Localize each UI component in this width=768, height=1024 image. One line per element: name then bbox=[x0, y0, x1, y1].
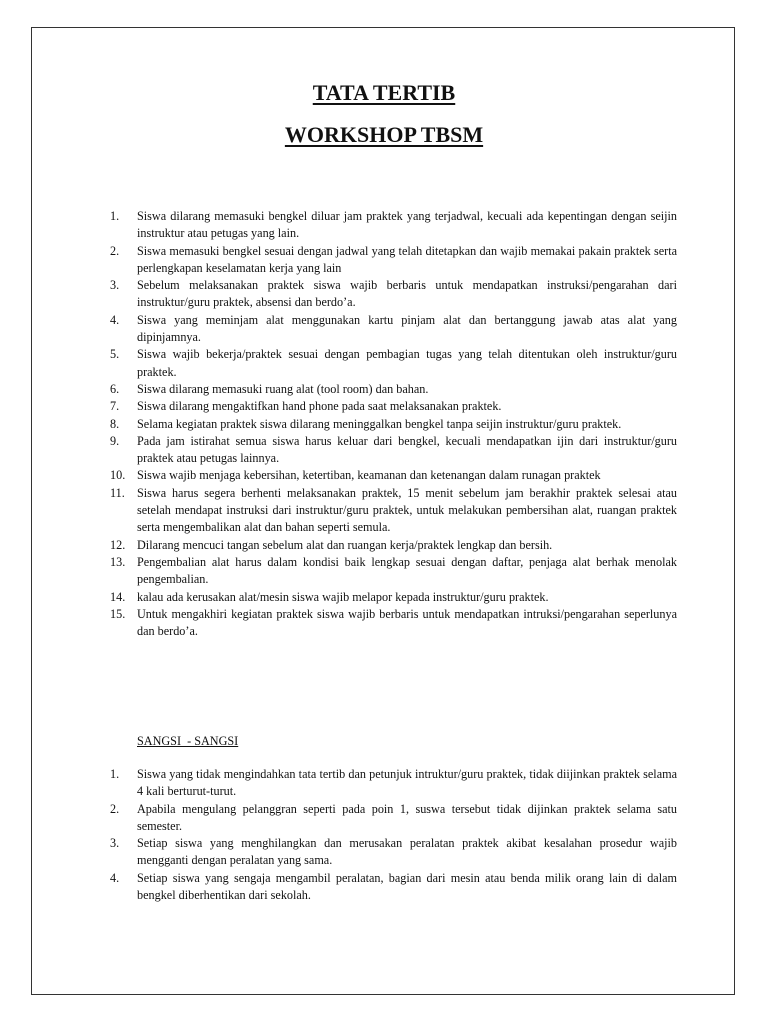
rule-text: Siswa wajib bekerja/praktek sesuai dengan pembagian tugas yang telah ditentukan oleh instruktur/guru praktek. bbox=[137, 347, 677, 379]
rule-text: Pengembalian alat harus dalam kondisi baik lengkap sesuai dengan daftar, penjaga alat berhak menolak pengembalian. bbox=[137, 554, 677, 587]
sangsi-item bbox=[110, 870, 677, 905]
rule-text: Siswa harus segera berhenti melaksanakan praktek, 15 menit sebelum jam berakhir praktek selesai atau setelah mendapat instruksi dari instruktur/guru praktek, untuk melakukan pembersihan alat, ruangan praktek serta mengembalikan alat dan bahan seperti semula. bbox=[137, 485, 677, 535]
rule-item bbox=[110, 208, 677, 243]
rule-item bbox=[110, 433, 677, 468]
sangsi-text: Setiap siswa yang menghilangkan dan merusakan peralatan praktek akibat kesalahan prosedur wajib mengganti dengan peralatan yang sama. bbox=[137, 836, 677, 868]
sangsi-text: Apabila mengulang pelanggran seperti pada poin 1, suswa tersebut tidak dijinkan praktek selama satu semester. bbox=[137, 801, 677, 833]
sangsi-number: 3. bbox=[110, 836, 120, 851]
rule-text: Siswa wajib menjaga kebersihan, ketertiban, keamanan dan ketenangan dalam runagan praktek bbox=[137, 468, 601, 483]
rule-item bbox=[110, 381, 677, 398]
rule-number: 13. bbox=[110, 554, 126, 569]
rule-item bbox=[110, 554, 677, 589]
rule-item bbox=[110, 346, 677, 381]
rule-item bbox=[110, 606, 677, 641]
rule-number: 4. bbox=[110, 312, 120, 327]
rule-text: Untuk mengakhiri kegiatan praktek siswa wajib berbaris untuk mendapatkan intruksi/pengarahan seperlunya dan berdo’a. bbox=[137, 606, 677, 639]
sangsi-item bbox=[110, 835, 677, 870]
rule-number: 11. bbox=[110, 485, 125, 500]
sangsi-item bbox=[110, 766, 677, 801]
rule-number: 5. bbox=[110, 347, 120, 362]
sangsi-number: 4. bbox=[110, 870, 120, 885]
rule-item bbox=[110, 243, 677, 278]
rule-text: Siswa yang meminjam alat menggunakan kartu pinjam alat dan bertanggung jawab atas alat yang dipinjamnya. bbox=[137, 312, 677, 345]
sangsi-list bbox=[110, 766, 677, 904]
rule-text: kalau ada kerusakan alat/mesin siswa wajib melapor kepada instruktur/guru praktek. bbox=[137, 589, 549, 604]
rule-text: Siswa memasuki bengkel sesuai dengan jadwal yang telah ditetapkan dan wajib memakai pakain praktek serta perlengkapan keselamatan kerja yang lain bbox=[137, 243, 677, 275]
rule-text: Siswa dilarang memasuki ruang alat (tool room) dan bahan. bbox=[137, 381, 429, 396]
sangsi-number: 1. bbox=[110, 767, 120, 781]
rule-number: 6. bbox=[110, 381, 120, 396]
document-subtitle: WORKSHOP TBSM bbox=[284, 122, 484, 147]
rule-text: Sebelum melaksanakan praktek siswa wajib berbaris untuk mendapatkan instruksi/pengarahan dari instruktur/guru praktek, absensi dan berdo’a. bbox=[137, 278, 677, 310]
rule-text: Dilarang mencuci tangan sebelum alat dan ruangan kerja/praktek lengkap dan bersih. bbox=[137, 537, 553, 552]
rule-item bbox=[110, 589, 677, 606]
rule-number: 10. bbox=[110, 468, 126, 483]
rule-number: 2. bbox=[110, 243, 120, 258]
rule-number: 15. bbox=[110, 606, 126, 621]
rule-item bbox=[110, 398, 677, 415]
rule-number: 1. bbox=[110, 209, 120, 223]
rule-number: 9. bbox=[110, 433, 120, 448]
sangsi-item bbox=[110, 801, 677, 836]
sangsi-text: Setiap siswa yang sengaja mengambil peralatan, bagian dari mesin atau benda milik orang lain di dalam bengkel diberhentikan dari sekolah. bbox=[137, 870, 677, 903]
rule-item bbox=[110, 312, 677, 347]
rule-text: Siswa dilarang mengaktifkan hand phone pada saat melaksanakan praktek. bbox=[137, 399, 502, 414]
rule-text: Selama kegiatan praktek siswa dilarang meninggalkan bengkel tanpa seijin instruktur/guru praktek. bbox=[137, 416, 622, 431]
rules-list bbox=[110, 208, 677, 640]
sangsi-number: 2. bbox=[110, 801, 120, 816]
rule-number: 7. bbox=[110, 399, 120, 414]
rule-number: 3. bbox=[110, 278, 120, 293]
rule-number: 12. bbox=[110, 537, 126, 552]
rule-item bbox=[110, 467, 677, 484]
rule-text: Siswa dilarang memasuki bengkel diluar jam praktek yang terjadwal, kecuali ada kepentingan dengan seijin instruktur atau petugas yang lain. bbox=[137, 209, 677, 241]
rule-text: Pada jam istirahat semua siswa harus keluar dari bengkel, kecuali mendapatkan ijin dari instruktur/guru praktek atau petugas lainnya. bbox=[137, 433, 677, 466]
rule-item bbox=[110, 416, 677, 433]
rule-item bbox=[110, 537, 677, 554]
rule-number: 14. bbox=[110, 589, 126, 604]
sangsi-text: Siswa yang tidak mengindahkan tata tertib dan petunjuk intruktur/guru praktek, tidak diijinkan praktek selama 4 kali berturut-turut. bbox=[137, 767, 677, 799]
document-title: TATA TERTIB bbox=[312, 80, 456, 105]
rule-number: 8. bbox=[110, 416, 120, 431]
rule-item bbox=[110, 485, 677, 537]
sangsi-heading: SANGSI - SANGSI bbox=[137, 734, 239, 748]
rule-item bbox=[110, 277, 677, 312]
